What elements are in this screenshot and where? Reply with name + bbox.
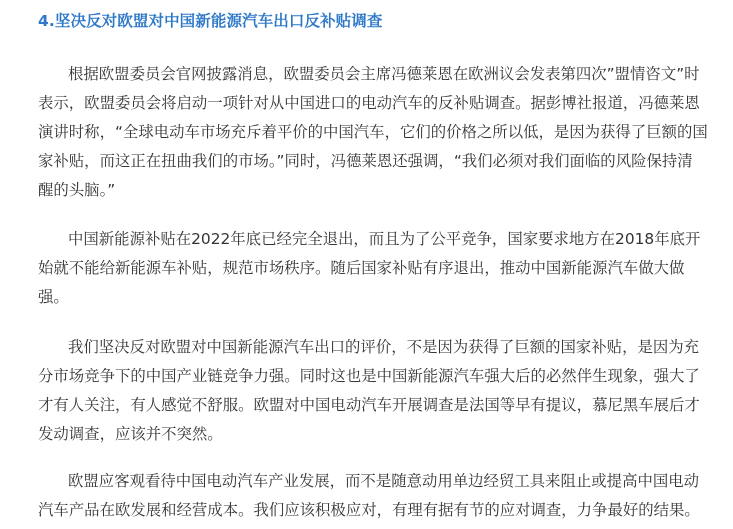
paragraph-line: 根据欧盟委员会官网披露消息，欧盟委员会主席冯德莱恩在欧洲议会发表第四次”盟情咨文”时: [68, 65, 700, 83]
paragraph-line: 演讲时称，“全球电动车市场充斥着平价的中国汽车，它们的价格之所以低，是因为获得了巨额的国: [38, 123, 708, 141]
paragraph-2: [38, 225, 716, 312]
paragraph-line: 家补贴，而这正在扭曲我们的市场。”同时，冯德莱恩还强调，“我们必须对我们面临的风险保持清: [38, 152, 693, 170]
paragraph-line: 中国新能源补贴在2022年底已经完全退出，而且为了公平竞争，国家要求地方在2018年底开: [68, 230, 701, 248]
section-heading: 4.坚决反对欧盟对中国新能源汽车出口反补贴调查: [38, 12, 383, 30]
paragraph-line: 表示，欧盟委员会将启动一项针对从中国进口的电动汽车的反补贴调查。据彭博社报道，冯德莱恩: [38, 94, 700, 112]
paragraph-line: 始就不能给新能源车补贴，规范市场秩序。随后国家补贴有序退出，推动中国新能源汽车做大做: [38, 259, 685, 277]
paragraph-line: 汽车产品在欧发展和经营成本。我们应该积极应对，有理有据有节的应对调查，力争最好的结果。: [38, 501, 700, 519]
paragraph-line: 欧盟应客观看待中国电动汽车产业发展，而不是随意动用单边经贸工具来阻止或提高中国电动: [68, 472, 700, 490]
paragraph-3: [38, 333, 716, 449]
paragraph-line: 分市场竞争下的中国产业链竞争力强。同时这也是中国新能源汽车强大后的必然伴生现象，强大了: [38, 367, 700, 385]
paragraph-line: 醒的头脑。”: [38, 181, 116, 199]
paragraph-4: [38, 467, 716, 525]
paragraph-line: 才有人关注，有人感觉不舒服。欧盟对中国电动汽车开展调查是法国等早有提议，慕尼黑车展后才: [38, 396, 700, 414]
paragraph-line: 发动调查，应该并不突然。: [38, 425, 223, 443]
paragraph-line: 我们坚决反对欧盟对中国新能源汽车出口的评价，不是因为获得了巨额的国家补贴，是因为充: [68, 338, 700, 356]
paragraph-1: [38, 60, 716, 205]
paragraph-line: 强。: [38, 288, 69, 306]
